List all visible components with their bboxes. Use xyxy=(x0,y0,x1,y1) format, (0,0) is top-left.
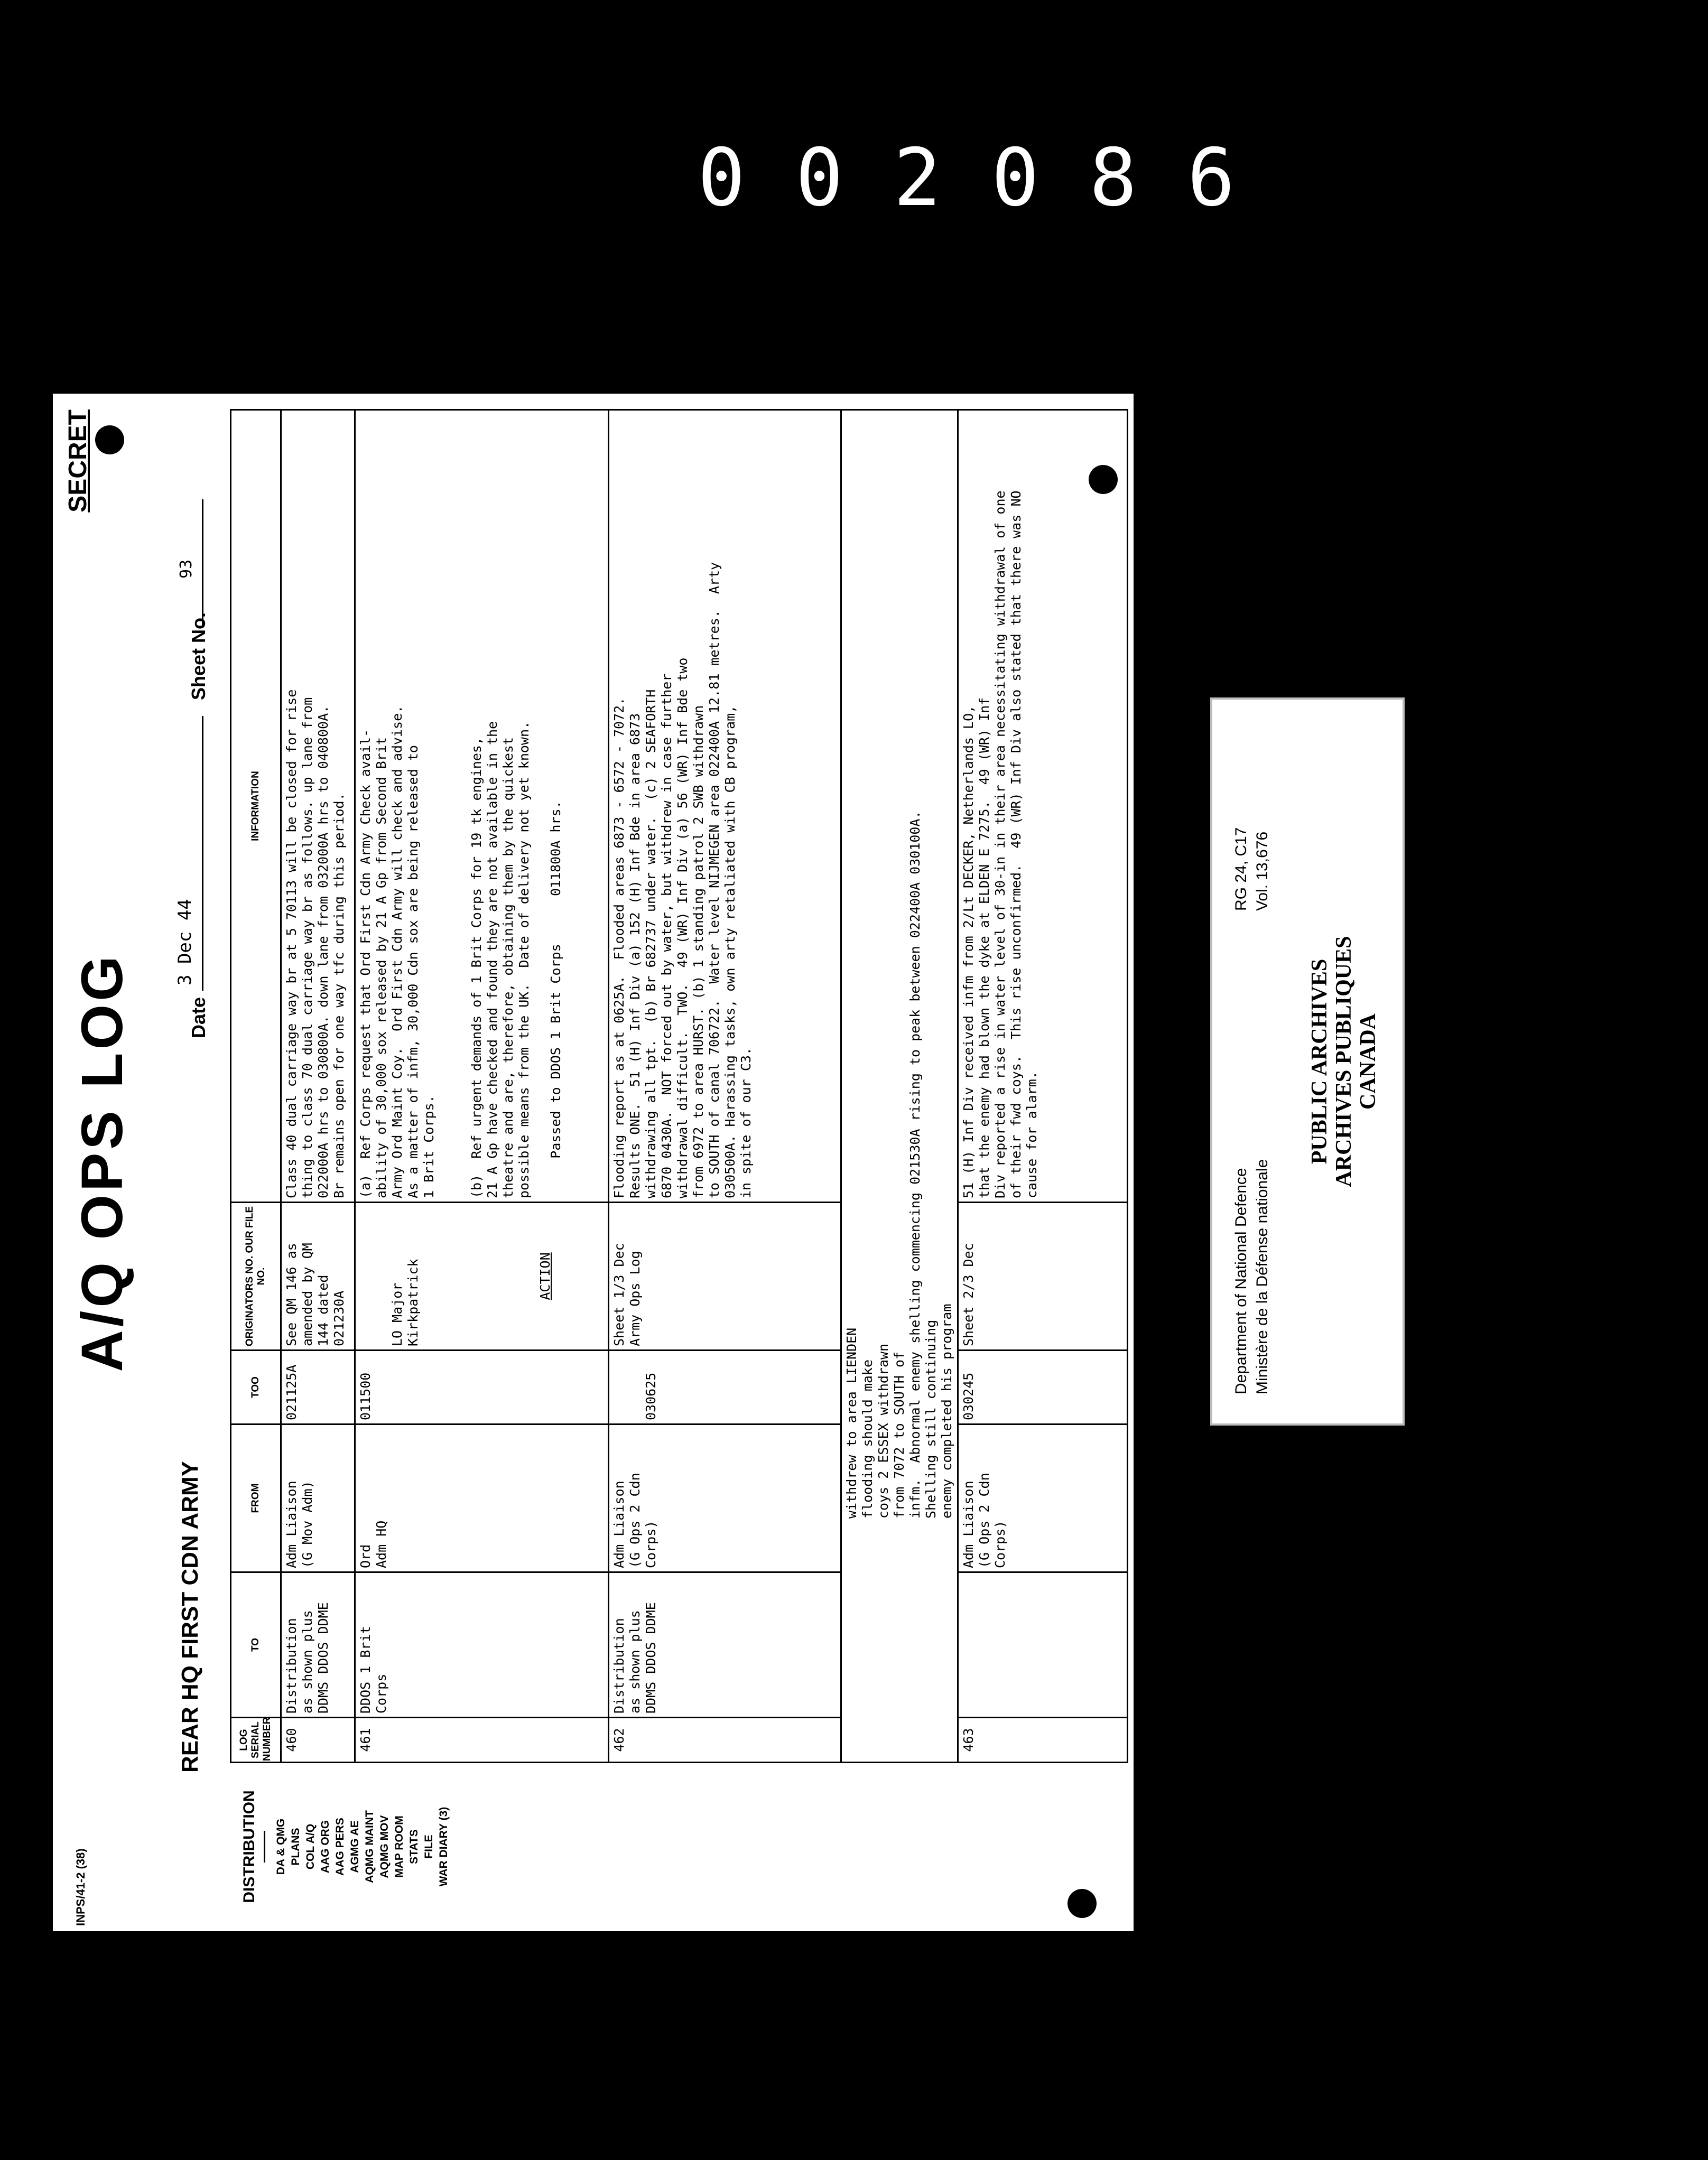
table-row-continuation xyxy=(841,410,958,1763)
punch-hole-icon xyxy=(1068,1889,1097,1918)
publisher-english: PUBLIC ARCHIVES xyxy=(1307,958,1332,1165)
distribution-list xyxy=(227,1767,451,1926)
archive-publisher xyxy=(1307,700,1380,1423)
column-header-from: FROM xyxy=(231,1425,281,1572)
distribution-item: AAG ORG xyxy=(319,1820,331,1874)
distribution-item: FILE xyxy=(423,1835,435,1859)
table-row xyxy=(355,410,609,1763)
cell-too: 021125A xyxy=(281,1351,355,1425)
record-group: RG 24, C17 xyxy=(1232,827,1250,911)
cell-information: (a) Ref Corps request that Ord First Cdn Army Check avail- ability of 30,000 sox released by 21 A Gp from Second Brit Army Ord Maint Coy. Ord First Cdn Army will check and advise. As a matter of infm, 30,000 Cdn sox are being released to 1 Brit Corps. (b) Ref urgent demands of 1 Brit Corps for 19 tk engines, 21 A Gp have checked and found they are not available in the theatre and are, therefore, obtaining them by the quickest possible means from the UK. Date of delivery not yet known. Passed to DDOS 1 Brit Corps 011800A hrs. xyxy=(355,410,609,1203)
originator-text: LO Major Kirkpatrick xyxy=(389,1259,421,1346)
archive-label xyxy=(1210,697,1405,1426)
distribution-item: AGMG AE xyxy=(349,1820,361,1873)
distribution-item: MAP ROOM xyxy=(393,1815,405,1878)
cell-continuation: withdrew to area LIENDEN flooding should make coys 2 ESSEX withdrawn from 7072 to SOUTH of infm. Abnormal enemy shelling commencing 021530A rising to peak between 022400A 030100A. Shelling still continuing enemy completed his program xyxy=(841,410,958,1763)
cell-too xyxy=(609,1351,841,1425)
distribution-item: DA & QMG xyxy=(275,1818,287,1875)
cell-originators: Sheet 1/3 Dec Army Ops Log xyxy=(609,1203,841,1351)
volume-number: Vol. 13,676 xyxy=(1254,831,1271,911)
date-label: Date xyxy=(188,997,209,1038)
cell-information: 51 (H) Inf Div received infm from 2/Lt DECKER, Netherlands LO, that the enemy had blown the dyke at ELDEN E 7275. 49 (WR) Inf Div reported a rise in water level of 30-in in their area necessitating withdrawal of one of their fwd coys. This rise unconfirmed. 49 (WR) Inf Div also stated that there was NO cause for alarm. xyxy=(958,410,1128,1203)
cell-too: 030245 xyxy=(958,1351,1128,1425)
date-value: 3 Dec 44 xyxy=(174,899,196,985)
cell-serial: 463 xyxy=(958,1718,1128,1763)
sheet-number-value: 93 xyxy=(177,559,196,579)
log-sheet xyxy=(53,394,1134,1931)
table-row xyxy=(281,410,355,1763)
archive-reference xyxy=(1231,827,1273,911)
cell-serial: 462 xyxy=(609,1718,841,1763)
archive-label-content xyxy=(1212,700,1403,1423)
action-label: ACTION xyxy=(537,1252,553,1300)
sheet-number-label: Sheet No. xyxy=(188,612,209,700)
cell-from: Adm Liaison (G Mov Adm) xyxy=(281,1425,355,1572)
log-table-header xyxy=(231,410,281,1763)
column-header-to: TO xyxy=(231,1572,281,1718)
cell-information: Flooding report as at 0625A. Flooded areas 6873 - 6572 - 7072. Results ONE. 51 (H) Inf Div (a) 152 (H) Inf Bde in area 6873 withdrawing all tpt. (b) Br 682737 under water. (c) 2 SEAFORTH 6870 0430A. NOT forced out by water, but withdrew in case further withdrawal difficult. TWO. 49 (WR) Inf Div (a) 56 (WR) Inf Bde two from 6972 to area HURST. (b) 1 standing patrol 2 SWB withdrawn to SOUTH of canal 706722. Water level NIJMEGEN area 022400A 12.81 metres. Arty 030500A. Harassing tasks, own arty retaliated with CB program, in spite of our C3. xyxy=(609,410,841,1203)
cell-serial: 460 xyxy=(281,1718,355,1763)
cell-too: 011500 xyxy=(355,1351,609,1425)
distribution-item: PLANS xyxy=(290,1828,302,1866)
cell-serial: 461 xyxy=(355,1718,609,1763)
form-code: INPS/41-2 (38) xyxy=(74,1848,87,1926)
frame-number: 002086 xyxy=(698,132,1285,224)
archive-department xyxy=(1231,1159,1273,1394)
cell-from: Adm Liaison (G Ops 2 Cdn Corps) xyxy=(609,1425,841,1572)
distribution-heading: DISTRIBUTION xyxy=(240,1790,258,1903)
distribution-item: AQMG MOV xyxy=(378,1815,391,1878)
department-french: Ministère de la Défense nationale xyxy=(1254,1159,1271,1394)
cell-to: Distribution as shown plus DDMS DDOS DDME xyxy=(609,1572,841,1718)
cell-to xyxy=(958,1572,1128,1718)
cell-originators xyxy=(355,1203,609,1351)
table-row xyxy=(609,410,841,1763)
table-row xyxy=(958,410,1128,1763)
department-english: Department of National Defence xyxy=(1232,1168,1250,1394)
cell-to: DDOS 1 Brit Corps xyxy=(355,1572,609,1718)
date-underline xyxy=(202,716,203,991)
too-value: 030625 xyxy=(643,1372,658,1420)
classification-marking: SECRET xyxy=(64,409,92,513)
page-title: A/Q OPS LOG xyxy=(70,953,135,1372)
cell-originators: See QM 146 as amended by QM 144 dated 021230A xyxy=(281,1203,355,1351)
publisher-french: ARCHIVES PUBLIQUES xyxy=(1332,936,1356,1187)
cell-originators: Sheet 2/3 Dec xyxy=(958,1203,1128,1351)
cell-information: Class 40 dual carriage way br at 5 70113 will be closed for rise thing to class 70 dual carriage way br as follows. up lane from 022000A hrs to 030800A. down lane from 032000A hrs to 040800A. Br remains open for one way tfc during this period. xyxy=(281,410,355,1203)
cell-to: Distribution as shown plus DDMS DDOS DDME xyxy=(281,1572,355,1718)
column-header-information: INFORMATION xyxy=(231,410,281,1203)
cell-from: Ord Adm HQ xyxy=(355,1425,609,1572)
column-header-too: TOO xyxy=(231,1351,281,1425)
distribution-item: STATS xyxy=(408,1829,420,1864)
cell-from: Adm Liaison (G Ops 2 Cdn Corps) xyxy=(958,1425,1128,1572)
sheet-number-underline xyxy=(202,499,203,626)
distribution-item: AQMG MAINT xyxy=(364,1810,376,1883)
unit-name: REAR HQ FIRST CDN ARMY xyxy=(177,1461,203,1773)
column-header-serial: LOG SERIAL NUMBER xyxy=(231,1718,281,1763)
distribution-item: COL A/Q xyxy=(304,1823,317,1870)
column-header-originators: ORIGINATORS NO. OUR FILE NO. xyxy=(231,1203,281,1351)
distribution-item: AAG PERS xyxy=(334,1818,346,1876)
log-table xyxy=(230,409,1128,1763)
publisher-country: CANADA xyxy=(1356,1013,1380,1110)
distribution-item: WAR DIARY (3) xyxy=(438,1807,450,1887)
distribution-rule xyxy=(264,1831,265,1863)
log-sheet-content xyxy=(53,394,1134,1931)
